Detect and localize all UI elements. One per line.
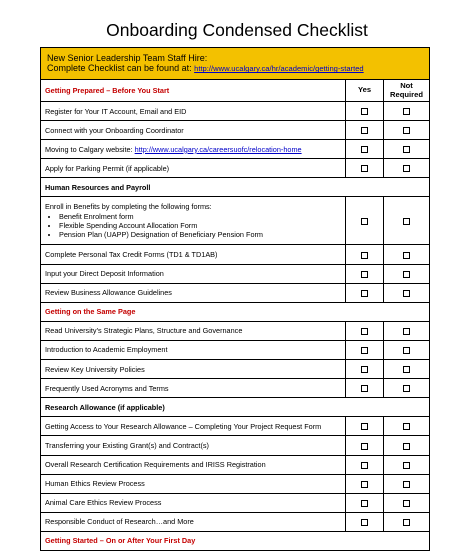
checklist-row [41,283,430,302]
not-required-checkbox-cell [384,340,430,359]
yes-checkbox[interactable] [361,290,368,297]
item-text: Moving to Calgary website: [45,144,135,154]
yes-checkbox-cell [346,321,384,340]
item-label: Review Key University Policies [41,360,346,379]
yes-checkbox[interactable] [361,218,368,225]
item-label: Review Business Allowance Guidelines [41,283,346,302]
header-banner [41,48,430,80]
yes-checkbox-cell [346,245,384,264]
not-required-checkbox[interactable] [403,443,410,450]
checklist-row [41,121,430,140]
yes-checkbox-cell [346,121,384,140]
section-row [41,531,430,550]
not-required-checkbox[interactable] [403,347,410,354]
yes-checkbox[interactable] [361,328,368,335]
item-label: Introduction to Academic Employment [41,340,346,359]
yes-checkbox[interactable] [361,481,368,488]
not-required-checkbox[interactable] [403,519,410,526]
item-label: Input your Direct Deposit Information [41,264,346,283]
not-required-checkbox-cell [384,264,430,283]
not-required-checkbox-cell [384,379,430,398]
item-label: Read University’s Strategic Plans, Structure and Governance [41,321,346,340]
item-label: Getting Access to Your Research Allowance – Completing Your Project Request Form [41,417,346,436]
checklist-row [41,102,430,121]
section-row [41,302,430,321]
not-required-checkbox-cell [384,159,430,178]
not-required-checkbox-cell [384,493,430,512]
item-label: Overall Research Certification Requirements and IRISS Registration [41,455,346,474]
checklist-row [41,264,430,283]
yes-checkbox-cell [346,417,384,436]
section-title: Human Resources and Payroll [41,178,430,197]
item-label [41,197,346,245]
checklist-row [41,245,430,264]
section-title: Getting on the Same Page [41,302,430,321]
column-header-yes: Yes [346,80,384,102]
yes-checkbox-cell [346,474,384,493]
getting-started-link[interactable]: http://www.ucalgary.ca/hr/academic/getting-started [194,64,364,74]
not-required-checkbox-cell [384,197,430,245]
yes-checkbox[interactable] [361,271,368,278]
item-label: Frequently Used Acronyms and Terms [41,379,346,398]
yes-checkbox-cell [346,455,384,474]
checklist-row [41,340,430,359]
not-required-checkbox[interactable] [403,328,410,335]
yes-checkbox-cell [346,493,384,512]
yes-checkbox[interactable] [361,500,368,507]
not-required-checkbox[interactable] [403,146,410,153]
checklist-row [41,417,430,436]
not-required-checkbox[interactable] [403,108,410,115]
not-required-checkbox-cell [384,321,430,340]
not-required-checkbox[interactable] [403,423,410,430]
not-required-checkbox[interactable] [403,500,410,507]
checklist-row [41,512,430,531]
yes-checkbox-cell [346,140,384,159]
not-required-checkbox[interactable] [403,271,410,278]
not-required-checkbox[interactable] [403,127,410,134]
yes-checkbox-cell [346,512,384,531]
item-label: Human Ethics Review Process [41,474,346,493]
checklist-row [41,321,430,340]
yes-checkbox[interactable] [361,165,368,172]
checklist-row [41,140,430,159]
not-required-checkbox[interactable] [403,165,410,172]
checklist-row [41,360,430,379]
item-label: Transferring your Existing Grant(s) and Contract(s) [41,436,346,455]
not-required-checkbox-cell [384,121,430,140]
not-required-checkbox-cell [384,283,430,302]
yes-checkbox[interactable] [361,385,368,392]
item-label: Register for Your IT Account, Email and EID [41,102,346,121]
not-required-checkbox[interactable] [403,481,410,488]
section-title: Getting Started – On or After Your First Day [41,531,430,550]
section-title: Research Allowance (if applicable) [41,398,430,417]
column-header-not-required: Not Required [384,80,430,102]
section-row [41,80,430,102]
header-line-2 [47,63,425,74]
relocation-link[interactable]: http://www.ucalgary.ca/careersuofc/relocation-home [134,144,302,154]
not-required-checkbox[interactable] [403,252,410,259]
item-label: Responsible Conduct of Research…and More [41,512,346,531]
yes-checkbox-cell [346,436,384,455]
not-required-checkbox-cell [384,140,430,159]
not-required-checkbox[interactable] [403,385,410,392]
yes-checkbox-cell [346,379,384,398]
yes-checkbox[interactable] [361,366,368,373]
section-row [41,398,430,417]
not-required-checkbox[interactable] [403,218,410,225]
checklist-table [40,47,430,551]
yes-checkbox[interactable] [361,519,368,526]
checklist-row [41,379,430,398]
item-label: Animal Care Ethics Review Process [41,493,346,512]
yes-checkbox[interactable] [361,443,368,450]
checklist-row [41,455,430,474]
not-required-checkbox-cell [384,474,430,493]
yes-checkbox-cell [346,340,384,359]
yes-checkbox[interactable] [361,347,368,354]
checklist-row [41,493,430,512]
yes-checkbox[interactable] [361,127,368,134]
list-item: • Benefit Enrolment form [59,213,341,222]
not-required-checkbox-cell [384,360,430,379]
checklist-row [41,474,430,493]
not-required-checkbox[interactable] [403,290,410,297]
section-title: Getting Prepared – Before You Start [41,80,346,102]
not-required-checkbox-cell [384,417,430,436]
yes-checkbox[interactable] [361,146,368,153]
yes-checkbox-cell [346,264,384,283]
benefit-forms-list [45,213,341,239]
page-title: Onboarding Condensed Checklist [106,20,368,40]
list-item: • Pension Plan (UAPP) Designation of Beneficiary Pension Form [59,231,341,240]
checklist-row [41,159,430,178]
list-item: • Flexible Spending Account Allocation Form [59,222,341,231]
header-line-1: New Senior Leadership Team Staff Hire: [47,52,208,63]
item-label: Apply for Parking Permit (if applicable) [41,159,346,178]
yes-checkbox-cell [346,197,384,245]
yes-checkbox-cell [346,360,384,379]
not-required-checkbox-cell [384,102,430,121]
checklist-row [41,436,430,455]
item-text: Enroll in Benefits by completing the following forms: [45,202,212,212]
header-line-2-text: Complete Checklist can be found at: [47,63,192,74]
yes-checkbox[interactable] [361,462,368,469]
yes-checkbox[interactable] [361,252,368,259]
yes-checkbox-cell [346,159,384,178]
header-row [41,48,430,80]
not-required-checkbox-cell [384,455,430,474]
not-required-checkbox-cell [384,436,430,455]
item-label: Connect with your Onboarding Coordinator [41,121,346,140]
checklist-row [41,197,430,245]
yes-checkbox-cell [346,102,384,121]
yes-checkbox[interactable] [361,108,368,115]
not-required-checkbox-cell [384,512,430,531]
not-required-checkbox[interactable] [403,462,410,469]
item-label [41,140,346,159]
yes-checkbox[interactable] [361,423,368,430]
not-required-checkbox[interactable] [403,366,410,373]
yes-checkbox-cell [346,283,384,302]
item-label: Complete Personal Tax Credit Forms (TD1 & TD1AB) [41,245,346,264]
section-row [41,178,430,197]
not-required-checkbox-cell [384,245,430,264]
